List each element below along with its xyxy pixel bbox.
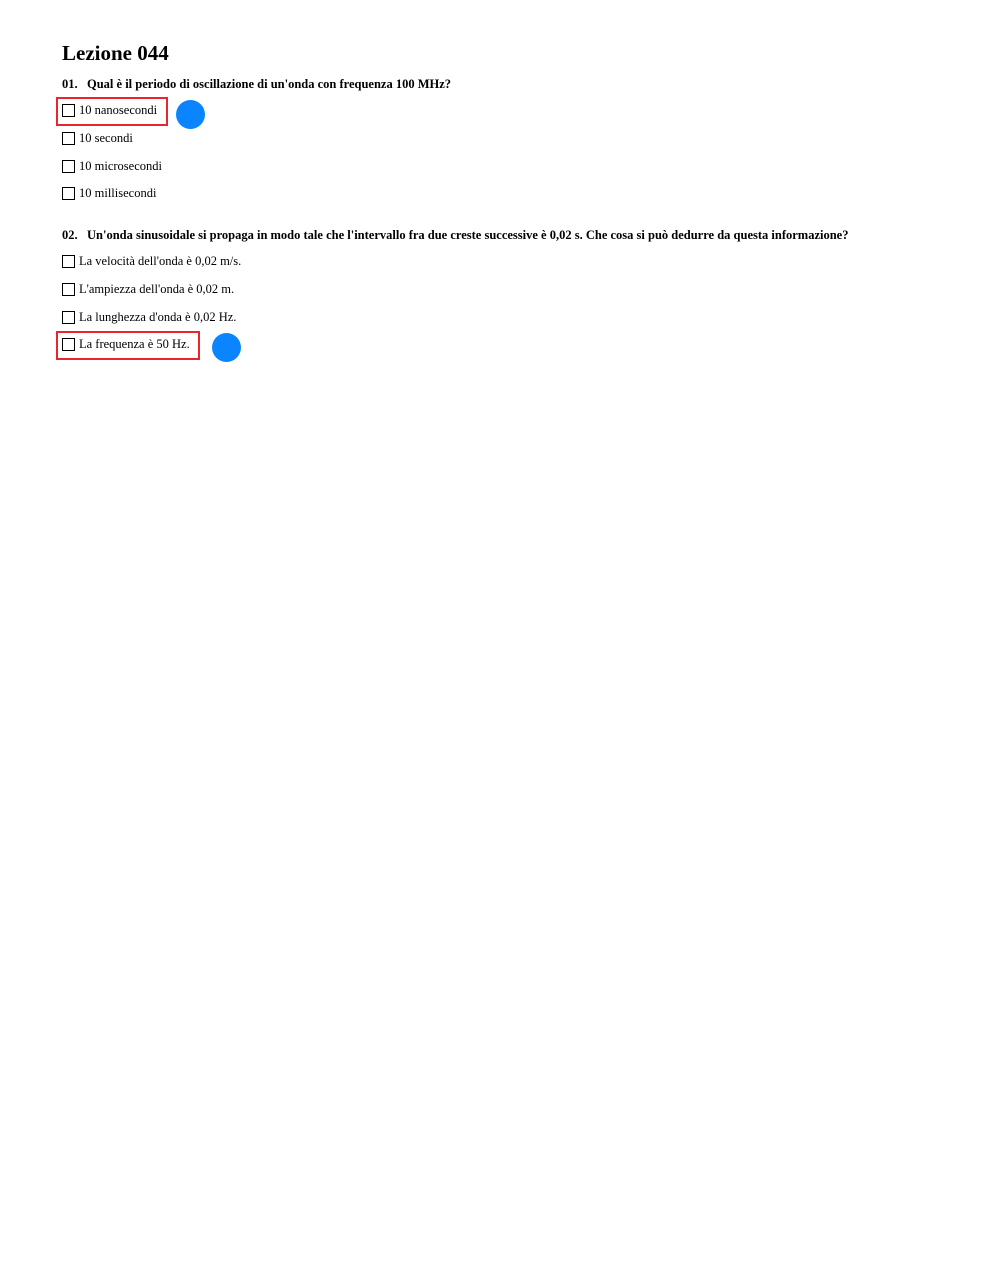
page-title: Lezione 044 xyxy=(62,41,169,65)
checkbox[interactable] xyxy=(62,338,75,351)
option-2-1[interactable] xyxy=(62,253,241,269)
option-label: 10 millisecondi xyxy=(79,186,157,200)
checkbox[interactable] xyxy=(62,160,75,173)
option-1-4[interactable] xyxy=(62,185,156,201)
option-label: 10 nanosecondi xyxy=(79,103,158,117)
option-1-2[interactable] xyxy=(62,130,133,146)
question-text: Un'onda sinusoidale si propaga in modo tale che l'intervallo fra due creste successive è 0,02 s. Che cosa si può dedurre da questa informazione? xyxy=(87,228,849,242)
option-2-3[interactable] xyxy=(62,309,236,325)
option-2-2[interactable] xyxy=(62,281,234,297)
question-number: 02. xyxy=(62,228,78,242)
option-1-1[interactable] xyxy=(62,102,157,118)
option-1-3[interactable] xyxy=(62,158,162,174)
question-number: 01. xyxy=(62,77,78,91)
option-label: La velocità dell'onda è 0,02 m/s. xyxy=(79,254,242,268)
checkbox[interactable] xyxy=(62,283,75,296)
option-label: 10 microsecondi xyxy=(79,159,162,173)
answer-marker-dot xyxy=(212,333,241,362)
answer-marker-dot xyxy=(176,100,205,129)
checkbox[interactable] xyxy=(62,255,75,268)
option-label: La frequenza è 50 Hz. xyxy=(79,337,190,351)
question-1 xyxy=(62,76,451,92)
checkbox[interactable] xyxy=(62,104,75,117)
option-label: L'ampiezza dell'onda è 0,02 m. xyxy=(79,282,235,296)
option-2-4[interactable] xyxy=(62,336,190,352)
question-2 xyxy=(62,227,848,243)
checkbox[interactable] xyxy=(62,187,75,200)
checkbox[interactable] xyxy=(62,311,75,324)
checkbox[interactable] xyxy=(62,132,75,145)
option-label: 10 secondi xyxy=(79,131,133,145)
option-label: La lunghezza d'onda è 0,02 Hz. xyxy=(79,310,237,324)
question-text: Qual è il periodo di oscillazione di un'onda con frequenza 100 MHz? xyxy=(87,77,452,91)
